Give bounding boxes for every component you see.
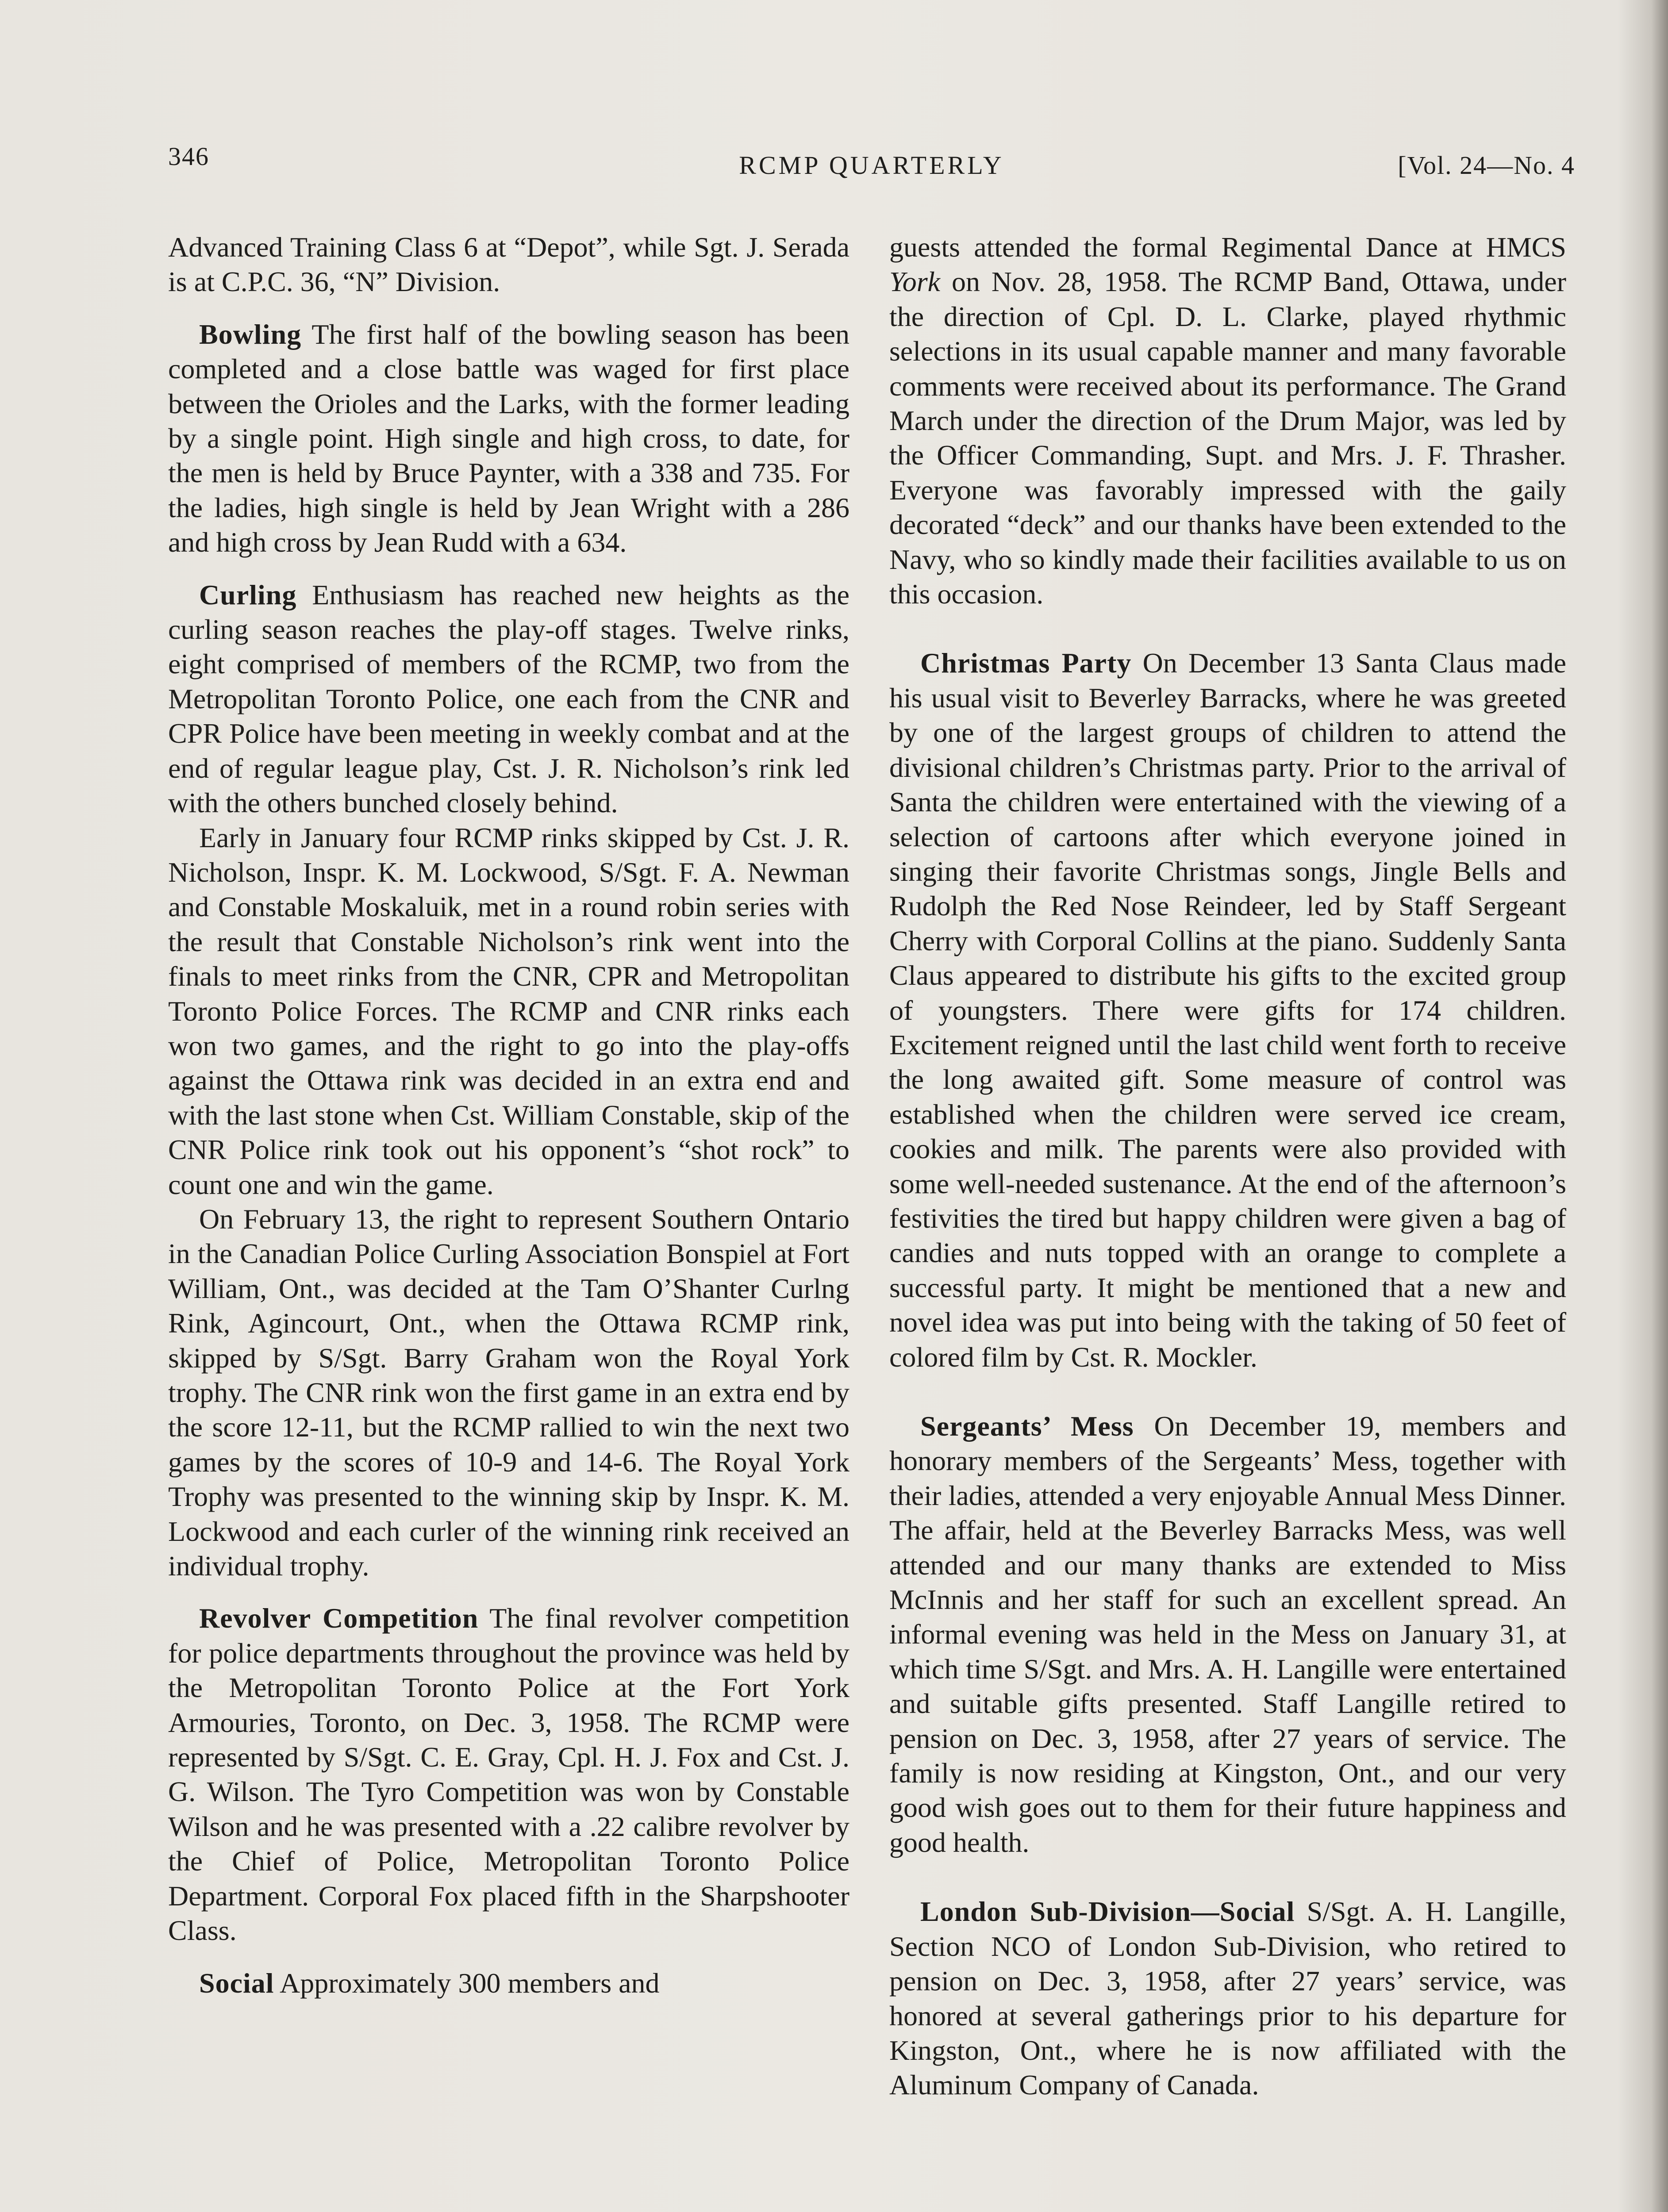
section-london-sub-division: [889, 1894, 1566, 2102]
heading-bowling: Bowling: [199, 318, 302, 350]
paragraph-training: Advanced Training Class 6 at “Depot”, while Sgt. J. Serada is at C.P.C. 36, “N” Division.: [168, 231, 849, 298]
heading-christmas-party: Christmas Party: [920, 647, 1132, 679]
section-christmas-party: [889, 646, 1566, 1375]
christmas-text: On December 13 Santa Claus made his usual visit to Beverley Barracks, where he was greeted by one of the largest groups of children to attend the divisional children’s Christmas party. Prior to the arrival of Santa the children were entertained with the viewing of a selection of cartoons after which everyone joined in singing their favorite Christmas songs, Jingle Bells and Rudolph the Red Nose Reindeer, led by Staff Sergeant Cherry with Corporal Collins at the piano. Suddenly Santa Claus appeared to distribute his gifts to the excited group of youngsters. There were gifts for 174 children. Excitement reigned until the last child went forth to receive the long awaited gift. Some measure of control was established when the children were served ice cream, cookies and milk. The parents were also provided with some well-needed sustenance. At the end of the afternoon’s festivities the tired but happy children were given a bag of candies and nuts topped with an orange to complete a successful party. It might be mentioned that a new and novel idea was put into being with the taking of 50 feet of colored film by Cst. R. Mockler.: [889, 647, 1567, 1373]
sergeants-text: On December 19, members and honorary members of the Sergeants’ Mess, together with their ladies, attended a very enjoyable Annual Mess Dinner. The affair, held at the Beverley Barracks Mess, was well attended and our many thanks are extended to Miss McInnis and her staff for such an excellent spread. An informal evening was held in the Mess on January 31, at which time S/Sgt. and Mrs. A. H. Langille were entertained and suitable gifts presented. Staff Langille retired to pension on Dec. 3, 1958, after 27 years of service. The family is now residing at Kingston, Ont., and our very good wish goes out to them for their future happiness and good health.: [889, 1410, 1567, 1858]
heading-london-sub-division: London Sub-Division—Social: [920, 1896, 1295, 1928]
heading-sergeants-mess: Sergeants’ Mess: [920, 1410, 1134, 1442]
curling-text: Enthusiasm has reached new heights as the curling season reaches the play-off stages. Twelve rinks, eight comprised of members of the RCMP, two from the Metropolitan Toronto Police, one each from the CNR and CPR Police have been meeting in weekly combat and at the end of regular league play, Cst. J. R. Nicholson’s rink led with the others bunched closely behind.: [168, 579, 850, 819]
section-sergeants-mess: [889, 1409, 1566, 1860]
paragraph-social-continued: [889, 230, 1566, 611]
london-text: S/Sgt. A. H. Langille, Section NCO of London Sub-Division, who retired to pension on Dec. 3, 1958, after 27 years’ service, was honored at several gatherings prior to his departure for Kingston, Ont., where he is now affiliated with the Aluminum Company of Canada.: [889, 1896, 1567, 2101]
ship-name: York: [889, 266, 941, 298]
section-curling: [168, 578, 849, 821]
running-header: [168, 142, 1575, 195]
section-revolver: [168, 1601, 849, 1948]
heading-revolver: Revolver Competition: [199, 1602, 479, 1634]
social-text: Approximately 300 members and: [280, 1967, 660, 1999]
section-social: [168, 1966, 849, 2001]
revolver-text: The final revolver competition for police departments throughout the province was held by the Metropolitan Toronto Police at the Fort York Armouries, Toronto, on Dec. 3, 1958. The RCMP were represented by S/Sgt. C. E. Gray, Cpl. H. J. Fox and Cst. J. G. Wilson. The Tyro Competition was won by Constable Wilson and he was presented with a .22 calibre revolver by the Chief of Police, Metropolitan Toronto Police Department. Corporal Fox placed fifth in the Sharpshooter Class.: [168, 1602, 850, 1947]
journal-title: RCMP QUARTERLY: [739, 151, 1004, 180]
left-column: [168, 230, 849, 2001]
social-cont-2: on Nov. 28, 1958. The RCMP Band, Ottawa, under the direction of Cpl. D. L. Clarke, played rhythmic selections in its usual capable manner and many favorable comments were received about its performance. The Grand March under the direction of the Drum Major, was led by the Officer Commanding, Supt. and Mrs. J. F. Thrasher. Everyone was favorably impressed with the gaily decorated “deck” and our thanks have been extended to the Navy, who so kindly made their facilities available to us on this occasion.: [889, 266, 1566, 610]
heading-curling: Curling: [199, 579, 297, 611]
social-cont-1: guests attended the formal Regimental Dance at HMCS: [889, 231, 1566, 263]
bowling-text: The first half of the bowling season has been completed and a close battle was waged for first place between the Orioles and the Larks, with the former leading by a single point. High single and high cross, to date, for the men is held by Bruce Paynter, with a 338 and 735. For the ladies, high single is held by Jean Wright with a 286 and high cross by Jean Rudd with a 634.: [168, 318, 850, 558]
page-number: 346: [168, 142, 209, 171]
heading-social: Social: [199, 1967, 274, 1999]
paragraph-curling-rinks: Early in January four RCMP rinks skipped by Cst. J. R. Nicholson, Inspr. K. M. Lockwood, S/Sgt. F. A. Newman and Constable Moskaluik, met in a round robin series with the result that Constable Nicholson’s rink went into the finals to meet rinks from the CNR, CPR and Metropolitan Toronto Police Forces. The RCMP and CNR rinks each won two games, and the right to go into the play-offs against the Ottawa rink was decided in an extra end and with the last stone when Cst. William Constable, skip of the CNR Police rink took out his opponent’s “shot rock” to count one and win the game.: [168, 822, 849, 1200]
paragraph-curling-bonspiel: On February 13, the right to represent Southern Ontario in the Canadian Police Curling Association Bonspiel at Fort William, Ont., was decided at the Tam O’Shanter Curlng Rink, Agincourt, Ont., when the Ottawa RCMP rink, skipped by S/Sgt. Barry Graham won the Royal York trophy. The CNR rink won the first game in an extra end by the score 12-11, but the RCMP rallied to win the next two games by the scores of 10-9 and 14-6. The Royal York Trophy was presented to the winning skip by Inspr. K. M. Lockwood and each curler of the winning rink received an individual trophy.: [168, 1203, 849, 1582]
section-bowling: [168, 317, 849, 560]
right-column: [889, 230, 1566, 2103]
issue-label: [Vol. 24—No. 4: [1398, 151, 1575, 180]
